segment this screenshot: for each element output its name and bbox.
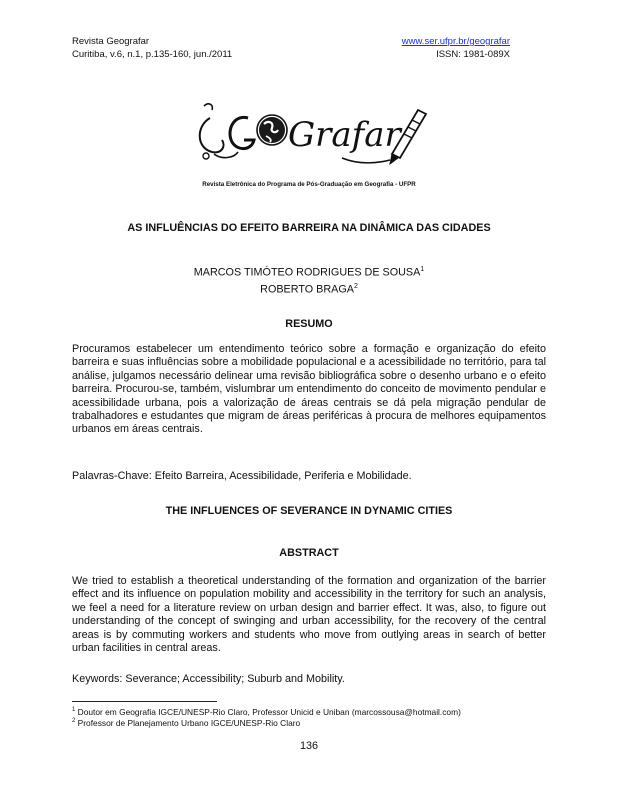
author-name: ROBERTO BRAGA xyxy=(260,283,354,296)
abstract-heading: ABSTRACT xyxy=(279,547,339,559)
logo-caption: Revista Eletrônica do Programa de Pós-Graduação em Geografia - UFPR xyxy=(202,181,416,188)
footnote-mark: 1 xyxy=(72,707,76,713)
footnote-divider xyxy=(72,701,217,702)
footnote-2 xyxy=(72,716,300,729)
running-header-left xyxy=(72,35,232,61)
footnote-text: Doutor em Geografia IGCE/UNESP-Rio Claro, Professor Unicid e Uniban (marcossousa@hotmail.com) xyxy=(77,706,461,717)
journal-citation: Curitiba, v.6, n.1, p.135-160, jun./2011 xyxy=(72,49,233,60)
resumo-heading: RESUMO xyxy=(285,318,333,330)
geografar-logo xyxy=(192,96,432,172)
footnote-mark: 2 xyxy=(72,718,76,724)
paper-title: AS INFLUÊNCIAS DO EFEITO BARREIRA NA DINÂMICA DAS CIDADES xyxy=(127,222,491,234)
english-title: THE INFLUENCES OF SEVERANCE IN DYNAMIC CITIES xyxy=(165,505,453,517)
journal-name: Revista Geografar xyxy=(72,36,150,47)
author-name: MARCOS TIMÓTEO RODRIGUES DE SOUSA xyxy=(193,266,421,279)
author-2 xyxy=(0,280,618,297)
footnote-text: Professor de Planejamento Urbano IGCE/UNESP-Rio Claro xyxy=(77,717,301,728)
author-footnote-mark: 2 xyxy=(353,282,358,290)
abstract-keywords: Keywords: Severance; Accessibility; Suburb and Mobility. xyxy=(72,673,345,685)
page-number: 136 xyxy=(299,740,318,752)
journal-issn: ISSN: 1981-089X xyxy=(436,49,510,60)
svg-text:Grafar: Grafar xyxy=(288,115,401,155)
resumo-text: Procuramos estabelecer um entendimento teórico sobre a formação e organização do efeito barreira e suas influências sobre a mobilidade populacional e a acessibilidade no território, para tal análise, julgamos necessário delinear uma revisão bibliográfica sobre o desenho urbano e o efeito barreira. Procurou-se, também, vislumbrar um entendimento do conceito de movimento pendular e acessibilidade urbana, pois a valorização de áreas centrais se dá pela migração pendular de trabalhadores e estudantes que migram de áreas periféricas à procura de melhores equipamentos urbanos em áreas centrais. xyxy=(72,343,546,436)
author-1 xyxy=(0,263,618,280)
journal-url-link[interactable]: www.ser.ufpr.br/geografar xyxy=(401,36,510,47)
abstract-text: We tried to establish a theoretical understanding of the formation and organization of the barrier effect and its influence on population mobility and accessibility in the territory for such an analysis, we feel a need for a literature review on urban design and barrier effect. It was, also, to figure out understanding of the concept of swinging and urban accessibility, for the recovery of the central areas is by commuting workers and students who move from outlying areas in search of better urban facilities in central areas. xyxy=(72,575,546,655)
author-footnote-mark: 1 xyxy=(420,266,425,273)
author-list xyxy=(0,263,618,296)
running-header-right xyxy=(402,35,510,61)
resumo-keywords: Palavras-Chave: Efeito Barreira, Acessibilidade, Periferia e Mobilidade. xyxy=(72,470,412,482)
